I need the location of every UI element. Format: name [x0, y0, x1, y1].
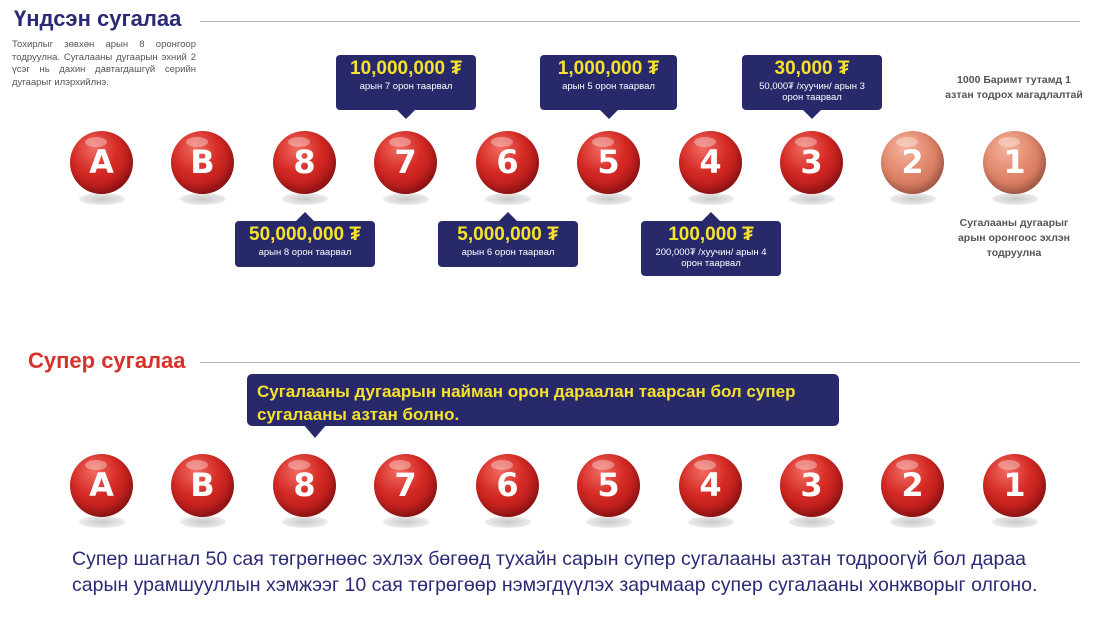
prize-amount: 10,000,000 ₮ — [350, 58, 462, 79]
ball-label: 4 — [699, 466, 722, 504]
callout-pointer — [303, 424, 327, 438]
lottery-ball — [374, 454, 437, 517]
ball-label: 3 — [800, 143, 823, 181]
lottery-ball — [70, 454, 133, 517]
lottery-ball-unmatched — [983, 131, 1046, 194]
ball-shadow — [789, 516, 835, 528]
ball-label: 4 — [699, 143, 722, 181]
ball-shadow — [79, 193, 125, 205]
prize-amount: 100,000 ₮ — [668, 224, 754, 245]
callout-pointer — [802, 109, 822, 119]
lottery-ball — [171, 454, 234, 517]
prize-amount: 5,000,000 ₮ — [457, 224, 559, 245]
ball-shadow — [383, 193, 429, 205]
ball-label: 6 — [496, 466, 519, 504]
prize-callout-5-digits — [540, 55, 677, 110]
ball-shadow — [485, 193, 531, 205]
super-prize-rules: Супер шагнал 50 сая төгрөгнөөс эхлэх бөгөөд тухайн сарын супер сугалааны азтан тодроогүй бол дараа сарын урамшууллын хэмжээг 10 сая төгрөгөөр нэмэгдүүлэх зарчмаар супер сугалааны хонжворыг олгоно. — [72, 548, 1038, 596]
ball-label: 3 — [800, 466, 823, 504]
prize-callout-4-digits — [641, 221, 781, 276]
prize-condition: арын 8 орон таарвал — [258, 247, 352, 258]
ball-label: 5 — [597, 466, 620, 504]
prize-condition: 200,000₮ /хуучин/ арын 4 орон таарвал — [655, 247, 767, 269]
ball-shadow — [180, 516, 226, 528]
prize-amount: 1,000,000 ₮ — [557, 58, 660, 79]
lottery-ball — [780, 454, 843, 517]
lottery-ball-unmatched — [881, 131, 944, 194]
lottery-ball — [679, 454, 742, 517]
ball-label: 7 — [394, 466, 417, 504]
super-section-divider — [200, 362, 1080, 363]
ball-shadow — [688, 516, 734, 528]
ball-shadow — [789, 193, 835, 205]
ball-shadow — [688, 193, 734, 205]
ball-label: A — [89, 466, 114, 504]
super-callout — [247, 374, 839, 426]
ball-shadow — [586, 516, 632, 528]
ball-shadow — [485, 516, 531, 528]
lottery-ball — [476, 131, 539, 194]
ball-shadow — [282, 193, 328, 205]
prize-amount: 30,000 ₮ — [774, 58, 850, 79]
prize-condition: арын 5 орон таарвал — [562, 81, 655, 92]
callout-pointer — [599, 109, 619, 119]
prize-condition: 50,000₮ /хуучин/ арын 3 орон таарвал — [759, 81, 865, 103]
ball-shadow — [586, 193, 632, 205]
lottery-ball — [983, 454, 1046, 517]
lottery-ball — [273, 454, 336, 517]
prize-condition: арын 6 орон таарвал — [461, 247, 555, 258]
draw-order-note: Сугалааны дугаарыг арын оронгоос эхлэн тодруулна — [957, 217, 1071, 259]
ball-label: 8 — [293, 466, 316, 504]
prize-amount: 50,000,000 ₮ — [249, 224, 361, 245]
super-section-title: Супер сугалаа — [28, 348, 186, 373]
ball-shadow — [282, 516, 328, 528]
lottery-ball — [374, 131, 437, 194]
lottery-ball — [881, 454, 944, 517]
lottery-ball — [476, 454, 539, 517]
ball-shadow — [890, 193, 936, 205]
ball-label: 1 — [1003, 143, 1026, 181]
ball-shadow — [992, 193, 1038, 205]
ball-label: 1 — [1003, 466, 1026, 504]
prize-callout-7-digits — [336, 55, 476, 110]
ball-label: 8 — [293, 143, 316, 181]
ball-shadow — [890, 516, 936, 528]
callout-pointer — [498, 212, 518, 222]
lottery-ball — [273, 131, 336, 194]
callout-pointer — [701, 212, 721, 222]
probability-note: 1000 Баримт тутамд 1 азтан тодрох магадлалтай — [945, 74, 1083, 101]
ball-shadow — [180, 193, 226, 205]
callout-pointer — [295, 212, 315, 222]
lottery-ball — [70, 131, 133, 194]
prize-callout-3-digits — [742, 55, 882, 110]
ball-label: 6 — [496, 143, 519, 181]
ball-label: B — [190, 143, 215, 181]
main-section-title: Үндсэн сугалаа — [14, 6, 182, 31]
ball-label: 7 — [394, 143, 417, 181]
ball-label: 2 — [901, 143, 924, 181]
lottery-ball — [780, 131, 843, 194]
ball-label: 5 — [597, 143, 620, 181]
lottery-ball — [577, 454, 640, 517]
lottery-ball — [171, 131, 234, 194]
ball-shadow — [79, 516, 125, 528]
ball-shadow — [383, 516, 429, 528]
ball-shadow — [992, 516, 1038, 528]
prize-condition: арын 7 орон таарвал — [359, 81, 453, 92]
main-section-divider — [200, 21, 1080, 22]
lottery-ball — [577, 131, 640, 194]
prize-callout-8-digits — [235, 221, 375, 267]
prize-callout-6-digits — [438, 221, 578, 267]
main-section-description: Тохирлыг зөвхөн арын 8 оронгоор тодруулна. Сугалааны дугаарын эхний 2 үсэг нь дахин давтагдашгүй серийн дугаарыг илэрхийлнэ. — [12, 39, 196, 88]
ball-label: B — [190, 466, 215, 504]
ball-label: A — [89, 143, 114, 181]
lottery-ball — [679, 131, 742, 194]
ball-label: 2 — [901, 466, 924, 504]
callout-pointer — [396, 109, 416, 119]
super-callout-text: Сугалааны дугаарын найман орон дараалан таарсан бол супер сугалааны азтан болно. — [257, 382, 796, 424]
